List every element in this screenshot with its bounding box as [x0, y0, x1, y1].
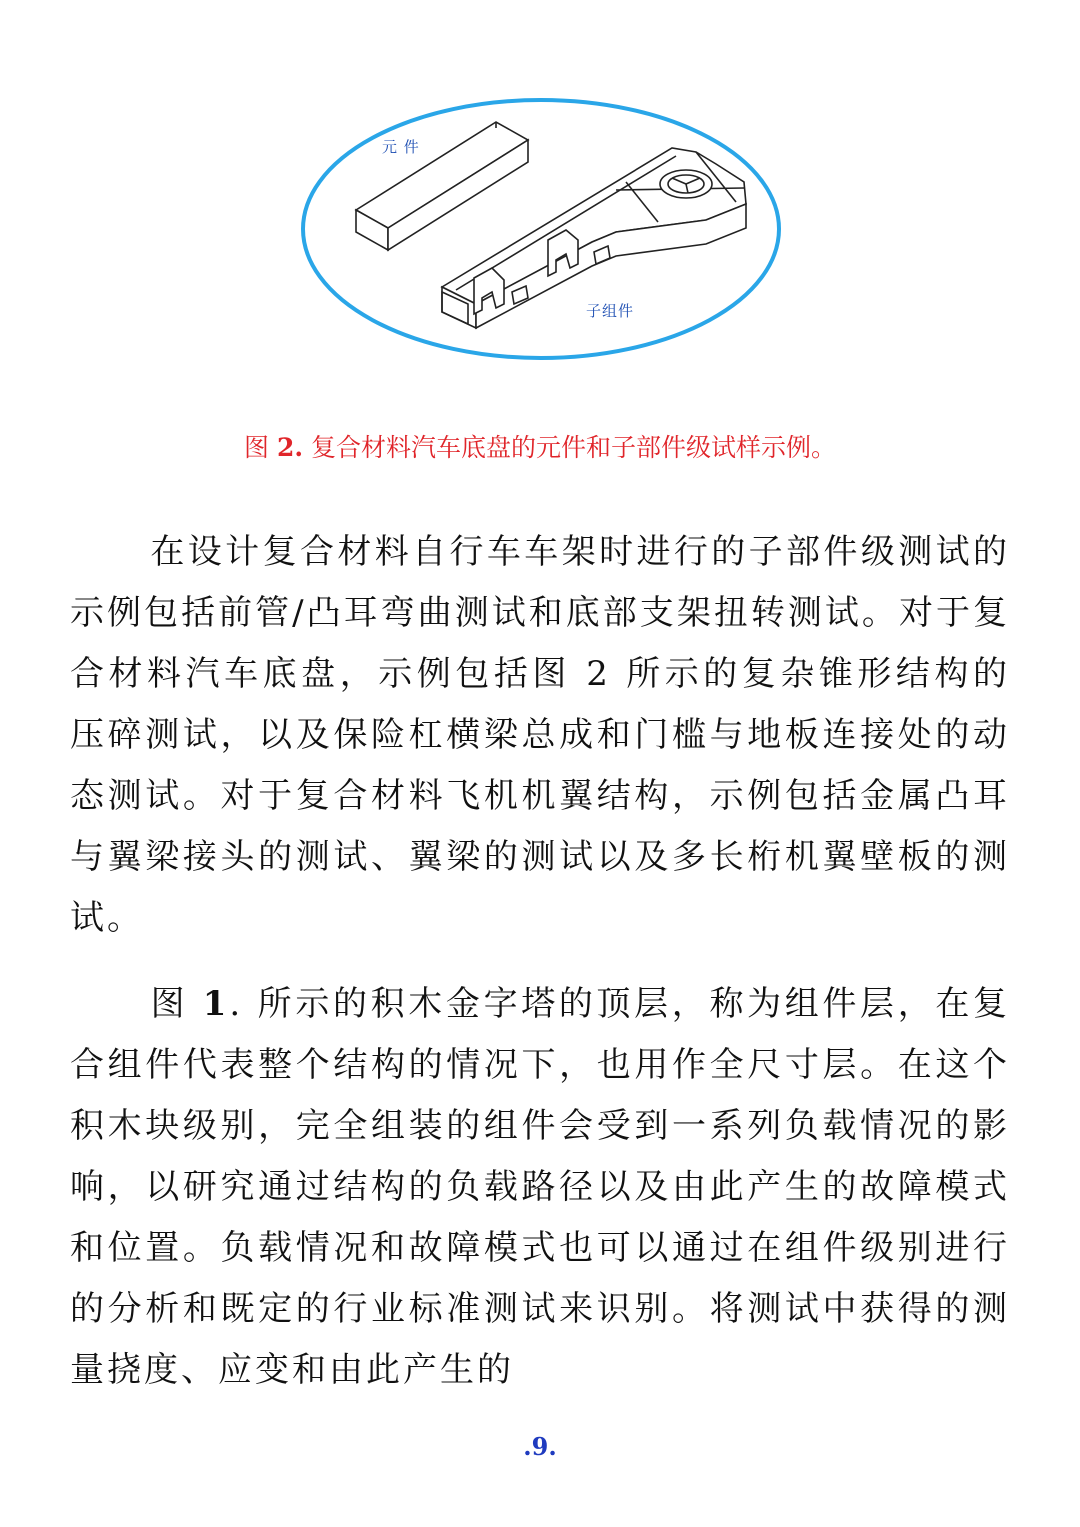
subassembly-label: 子组件	[586, 302, 635, 320]
caption-text: 复合材料汽车底盘的元件和子部件级试样示例。	[303, 433, 836, 462]
component-label: 元 件	[382, 138, 420, 156]
page-number: .9.	[523, 1432, 557, 1461]
figure-illustration	[296, 92, 786, 367]
paragraph-1-text: 在设计复合材料自行车车架时进行的子部件级测试的示例包括前管/凸耳弯曲测试和底部支架扭转测试。对于复合材料汽车底盘，示例包括图 2 所示的复杂锥形结构的压碎测试，以及保险杠横梁总成和门槛与地板连接处的动态测试。对于复合材料飞机机翼结构，示例包括金属凸耳与翼梁接头的测试、翼梁的测试以及多长桁机翼壁板的测试。	[70, 532, 1011, 938]
paragraph-2	[70, 974, 1010, 1401]
figure-caption	[0, 428, 1080, 464]
caption-prefix: 图	[243, 433, 277, 462]
paragraph-1	[70, 522, 1010, 949]
chassis-drawing	[296, 92, 786, 367]
paragraph-2-figure-ref: 1	[202, 984, 230, 1024]
paragraph-2-text: . 所示的积木金字塔的顶层，称为组件层，在复合组件代表整个结构的情况下，也用作全尺寸层。在这个积木块级别，完全组装的组件会受到一系列负载情况的影响，以研究通过结构的负载路径以及由此产生的故障模式和位置。负载情况和故障模式也可以通过在组件级别进行的分析和既定的行业标准测试来识别。将测试中获得的测量挠度、应变和由此产生的	[70, 984, 1010, 1390]
caption-number: 2.	[276, 433, 304, 462]
paragraph-2-prefix: 图	[150, 984, 203, 1024]
